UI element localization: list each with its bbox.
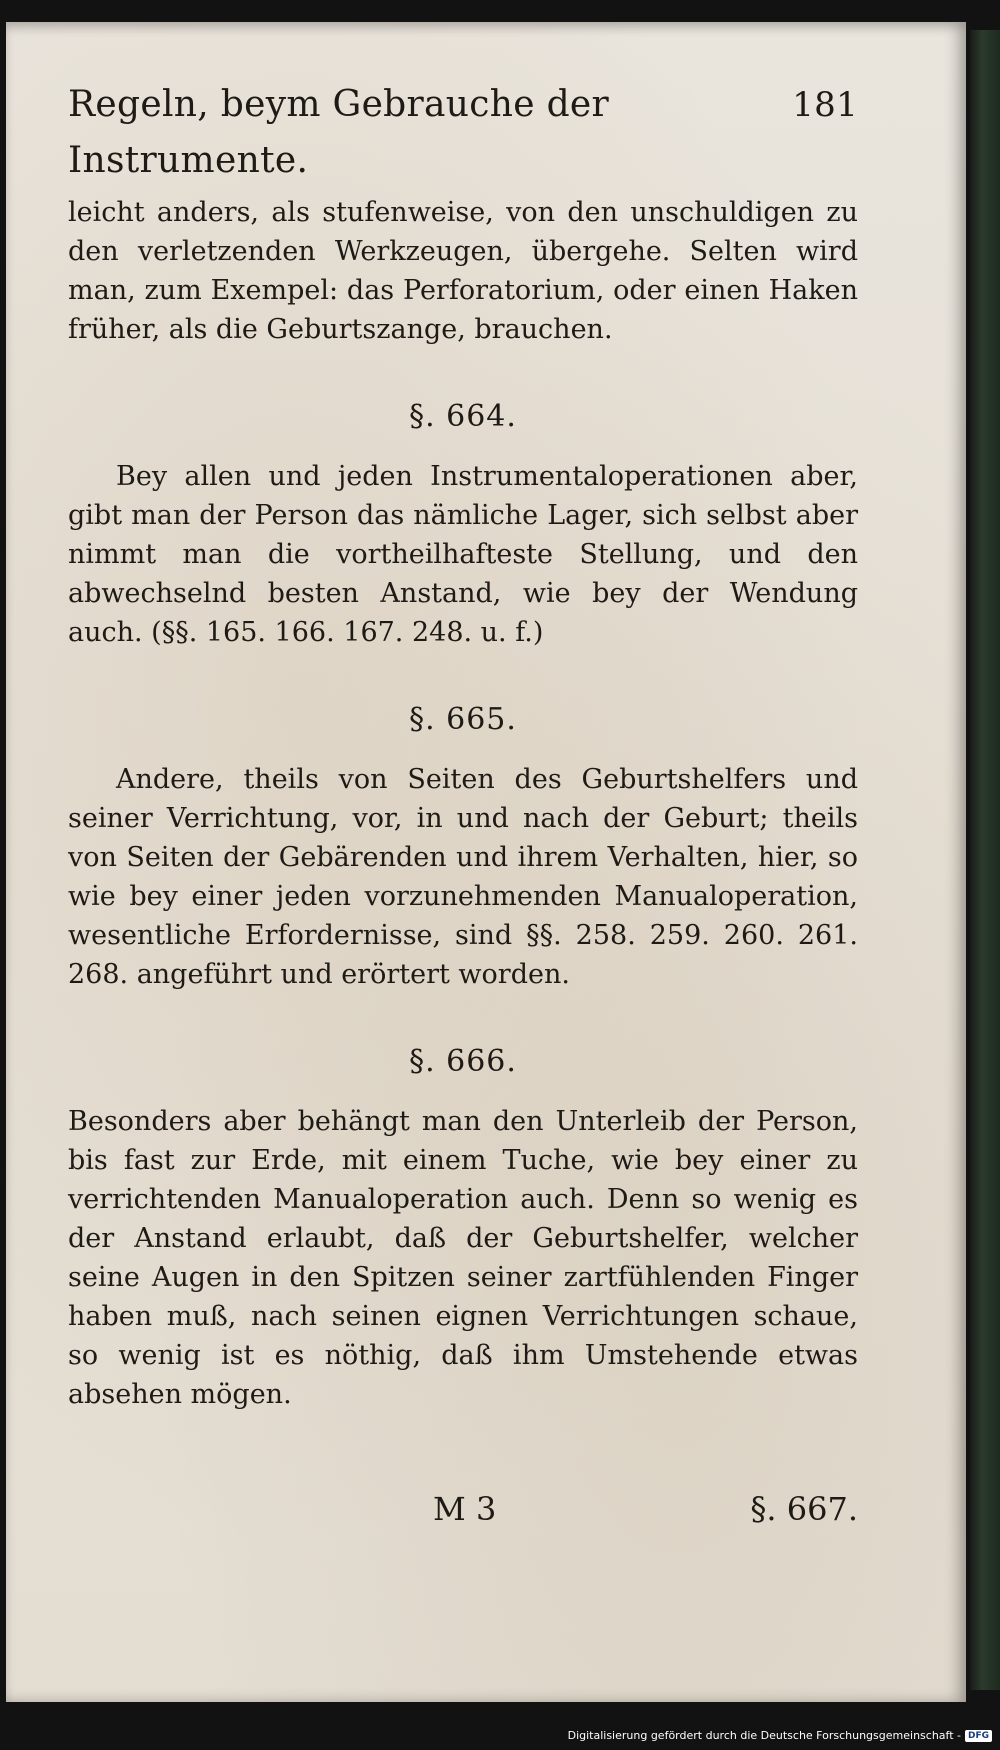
section-heading-665: §. 665. xyxy=(409,702,517,737)
paragraph-666: Besonders aber behängt man den Unterleib der Person, bis fast zur Erde, mit einem Tuche, wie bey einer zu verrichtenden Manualoperation auch. Denn so wenig es der Anstand erlaubt, daß der Geburtshelfer, welcher seine Augen in den Spitzen seiner zartfühlenden Finger haben muß, nach seinen eignen Verrichtungen schaue, so wenig ist es nöthig, daß ihm Umstehende etwas absehen mögen. xyxy=(68,1106,858,1410)
section-heading-666: §. 666. xyxy=(409,1044,517,1079)
book-edge xyxy=(970,30,1000,1690)
catchword: §. 667. xyxy=(750,1490,858,1528)
paragraph-665: Andere, theils von Seiten des Geburtshelfers und seiner Verrichtung, vor, in und nach der Geburt; theils von Seiten der Gebärenden und ihrem Verhalten, hier, so wie bey einer jeden vorzunehmenden Manualoperation, wesentliche Erfordernisse, sind §§. 258. 259. 260. 261. 268. angeführt und erörtert worden. xyxy=(68,764,858,990)
book-page xyxy=(6,22,966,1702)
dfg-logo-icon: DFG xyxy=(965,1730,992,1742)
page-content xyxy=(68,77,858,1414)
signature-mark: M 3 xyxy=(433,1490,497,1528)
paragraph-continuation: leicht anders, als stufenweise, von den unschuldigen zu den verletzenden Werkzeugen, übergehe. Selten wird man, zum Exempel: das Perforatorium, oder einen Haken früher, als die Geburtszange, brauchen. xyxy=(68,197,858,345)
running-head xyxy=(68,77,858,189)
digitization-credit xyxy=(568,1729,992,1742)
digitization-note: Digitalisierung gefördert durch die Deutsche Forschungsgemeinschaft - xyxy=(567,1729,961,1742)
paragraph-664: Bey allen und jeden Instrumentaloperationen aber, gibt man der Person das nämliche Lager, sich selbst aber nimmt man die vortheilhafteste Stellung, und den abwechselnd besten Anstand, wie bey der Wendung auch. (§§. 165. 166. 167. 248. u. f.) xyxy=(68,461,858,648)
page-number: 181 xyxy=(792,85,858,125)
page-footer xyxy=(68,1490,858,1540)
section-heading-664: §. 664. xyxy=(409,399,517,434)
running-head-title: Regeln, beym Gebrauche der Instrumente. xyxy=(68,84,610,181)
